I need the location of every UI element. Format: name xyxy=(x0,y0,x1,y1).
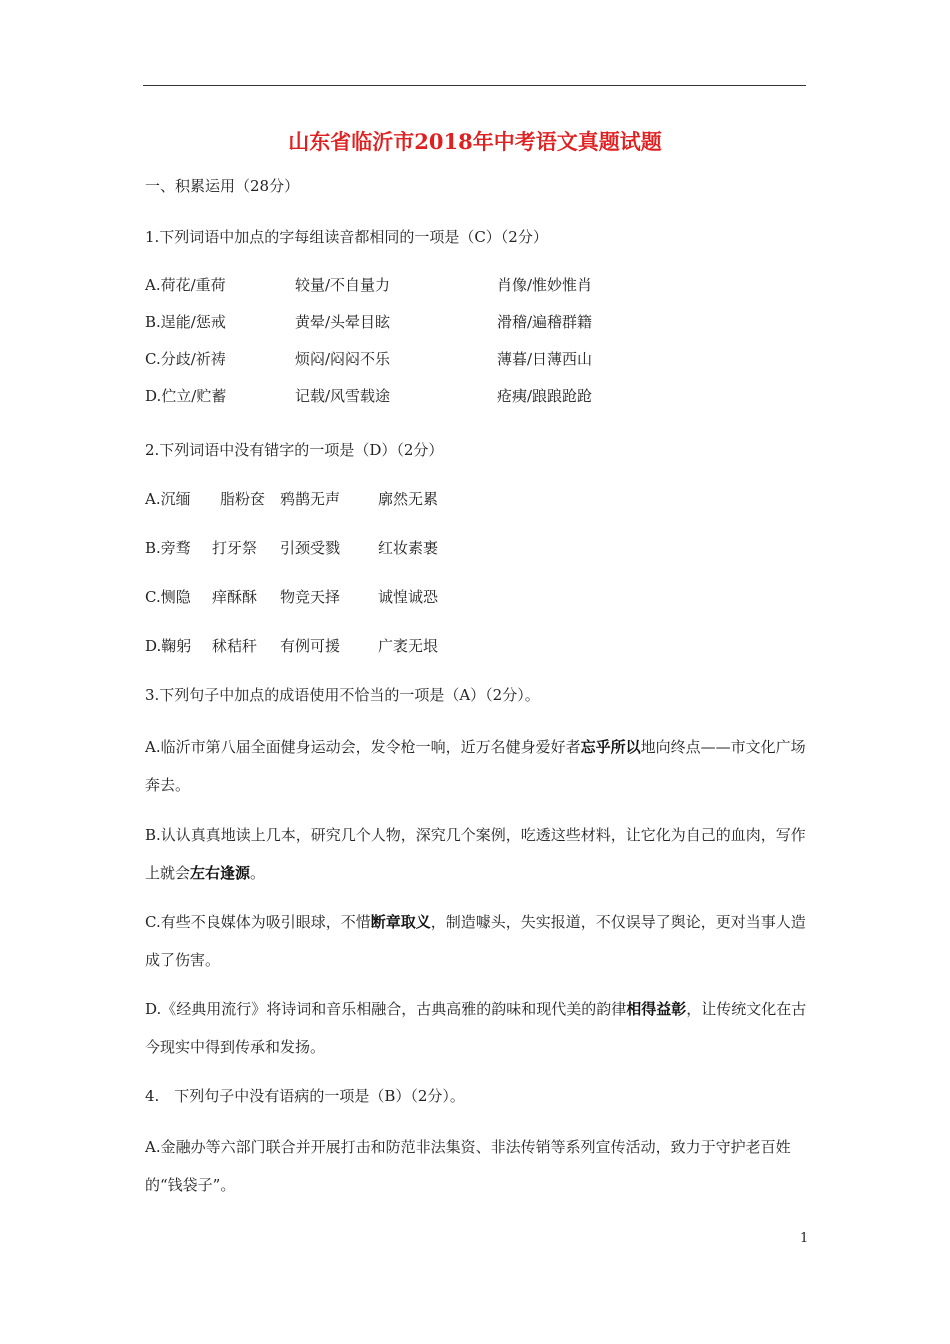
q2-option-d-col3: 有例可援 xyxy=(280,637,341,655)
q1-option-a-col3: 肖像/惟妙惟肖 xyxy=(497,276,593,294)
q3-option-b xyxy=(145,816,810,892)
q3-option-c-text-1: C.有些不良媒体为吸引眼球，不惜 xyxy=(145,913,371,931)
section-heading: 一、积累运用（28分） xyxy=(145,177,300,195)
q1-option-b-col1: B.逞能/惩戒 xyxy=(145,313,226,331)
q1-option-d-col3: 疮痍/踉踉跄跄 xyxy=(497,387,593,405)
q2-option-d-col2: 秫秸秆 xyxy=(212,637,258,655)
q3-option-d-text-2: ，让传统文化在古今现实中得到传承和发扬。 xyxy=(145,1000,807,1056)
q2-option-b-col2: 打牙祭 xyxy=(212,539,258,557)
q1-option-b-col3: 滑稽/遍稽群籍 xyxy=(497,313,593,331)
q1-option-c-col2: 烦闷/闷闷不乐 xyxy=(295,350,391,368)
q3-option-d-text-1: D.《经典用流行》将诗词和音乐相融合，古典高雅的韵味和现代美的韵律 xyxy=(145,1000,627,1018)
q3-option-c-idiom: 断章取义 xyxy=(370,913,431,931)
q1-option-c-col1: C.分歧/祈祷 xyxy=(145,350,226,368)
q4-option-a: A.金融办等六部门联合并开展打击和防范非法集资、非法传销等系列宣传活动，致力于守护老百姓的“钱袋子”。 xyxy=(145,1138,791,1194)
q3-option-a-idiom: 忘乎所以 xyxy=(580,738,641,756)
q1-option-d-col2: 记载/风雪载途 xyxy=(295,387,391,405)
q3-option-c-text-2: ，制造噱头，失实报道，不仅误导了舆论，更对当事人造成了伤害。 xyxy=(145,913,806,969)
q2-option-c-col1: C.恻隐 xyxy=(145,588,191,606)
q2-option-b-col1: B.旁骛 xyxy=(145,539,191,557)
q2-option-a-col2: 脂粉奁 xyxy=(220,490,266,508)
q3-option-b-text-1: B.认认真真地读上几本，研究几个人物，深究几个案例，吃透这些材料，让它化为自己的血肉，写作上就会 xyxy=(145,826,806,882)
q3-option-a xyxy=(145,728,810,804)
q1-option-c-col3: 薄暮/日薄西山 xyxy=(497,350,593,368)
q2-option-c-col2: 痒酥酥 xyxy=(212,588,258,606)
q1-option-b-col2: 黄晕/头晕目眩 xyxy=(295,313,391,331)
q1-option-a-col2: 较量/不自量力 xyxy=(295,276,391,294)
question-1-stem: 1.下列词语中加点的字每组读音都相同的一项是（C）（2分） xyxy=(145,228,548,246)
q2-option-b-col3: 引颈受戮 xyxy=(280,539,341,557)
q3-option-a-text-1: A.临沂市第八届全面健身运动会，发令枪一响，近万名健身爱好者 xyxy=(145,738,581,756)
question-4-stem: 4. 下列句子中没有语病的一项是（B）（2分）。 xyxy=(145,1087,465,1105)
q2-option-c-col3: 物竞天择 xyxy=(280,588,341,606)
q2-option-a-col1: A.沉缅 xyxy=(145,490,191,508)
question-2-stem: 2.下列词语中没有错字的一项是（D）（2分） xyxy=(145,441,444,459)
q1-option-a-col1: A.荷花/重荷 xyxy=(145,276,226,294)
q2-option-d-col4: 广袤无垠 xyxy=(378,637,439,655)
page-title: 山东省临沂市2018年中考语文真题试题 xyxy=(288,129,662,154)
q2-option-b-col4: 红妆素裹 xyxy=(378,539,439,557)
q2-option-a-col4: 廓然无累 xyxy=(378,490,439,508)
q3-option-d xyxy=(145,990,810,1066)
q1-option-d-col1: D.伫立/贮蓄 xyxy=(145,387,227,405)
header-rule xyxy=(143,85,806,86)
q2-option-d-col1: D.鞠躬 xyxy=(145,637,192,655)
q3-option-c xyxy=(145,903,810,979)
q3-option-b-text-2: 。 xyxy=(250,864,266,882)
q2-option-a-col3: 鸦鹊无声 xyxy=(280,490,341,508)
q2-option-c-col4: 诚惶诚恐 xyxy=(378,588,439,606)
q3-option-b-idiom: 左右逢源 xyxy=(190,864,251,882)
q3-option-a-text-2: 地向终点——市文化广场奔去。 xyxy=(145,738,806,794)
question-3-stem: 3.下列句子中加点的成语使用不恰当的一项是（A）（2分）。 xyxy=(145,686,540,704)
q3-option-d-idiom: 相得益彰 xyxy=(626,1000,687,1018)
page-number: 1 xyxy=(800,1231,809,1246)
